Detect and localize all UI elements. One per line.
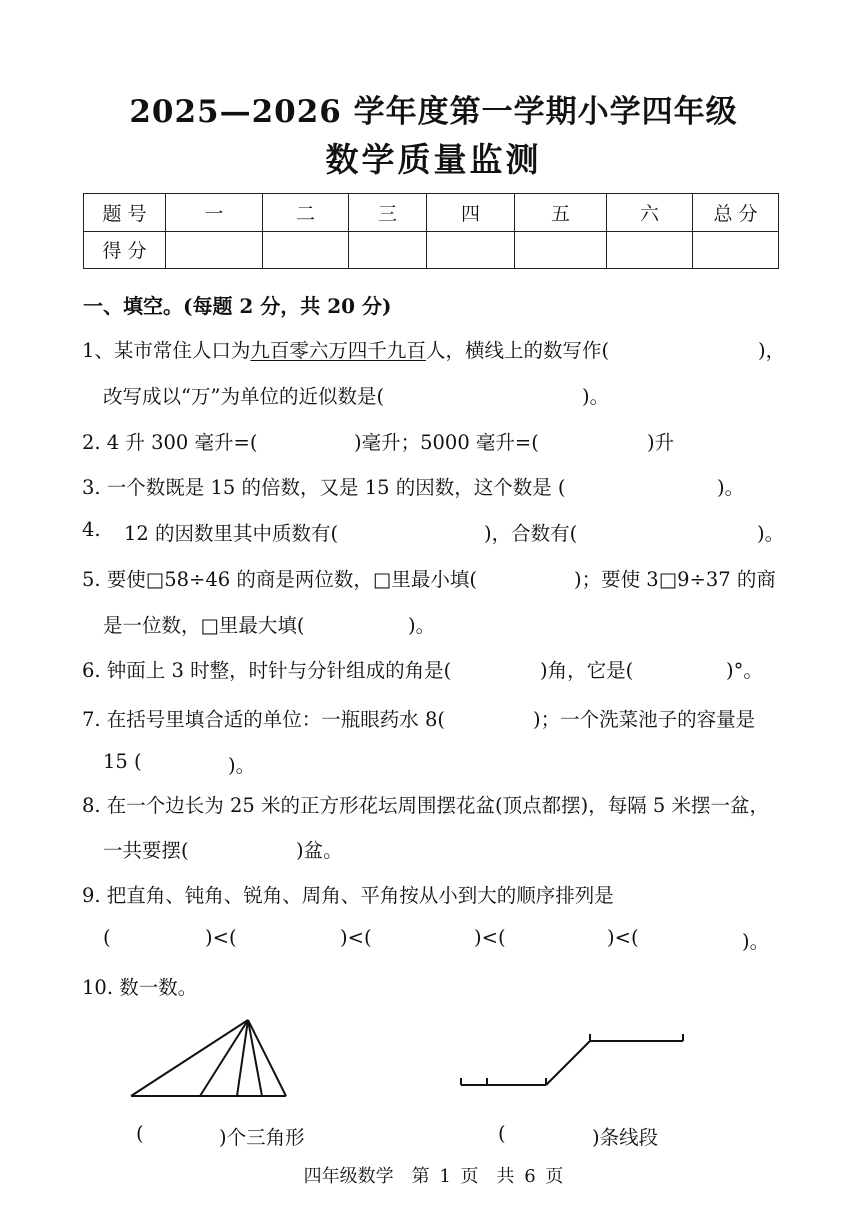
q7-part-a: 7. 在括号里填合适的单位：一瓶眼药水 8( — [82, 708, 446, 731]
triangle-left-side — [131, 1020, 248, 1096]
table-cell: 四 — [427, 194, 515, 232]
triangle-figure — [131, 1020, 286, 1096]
q5-part-a: 5. 要使□58÷46 的商是两位数，□里最小填( — [82, 568, 477, 591]
table-cell: 得 分 — [84, 231, 166, 269]
q10-label: 10. 数一数。 — [82, 976, 198, 999]
section-heading: 一、填空。(每题 2 分，共 20 分) — [83, 294, 392, 318]
q9-separator: )<( — [340, 926, 372, 949]
q1-line2-start: 改写成以“万”为单位的近似数是( — [103, 385, 385, 408]
q1-underlined-number: 九百零六万四千九百 — [250, 339, 426, 362]
q2-part-c: )升 — [647, 431, 675, 454]
triangle-inner-line — [200, 1020, 248, 1096]
q1-suffix: 人，横线上的数写作( — [425, 339, 610, 362]
q6-part-b: )角，它是( — [540, 659, 634, 682]
q10-right-caption-open: ( — [498, 1122, 506, 1145]
segment-slant — [546, 1041, 590, 1085]
q2-part-a: 2. 4 升 300 毫升=( — [82, 431, 258, 454]
table-cell: 总 分 — [693, 194, 779, 232]
table-cell: 二 — [263, 194, 349, 232]
q8-line2-a: 一共要摆( — [103, 839, 189, 862]
q2-part-b: )毫升；5000 毫升=( — [354, 431, 539, 454]
q5-line2-a: 是一位数，□里最大填( — [103, 614, 305, 637]
q1-prefix: 1、某市常住人口为 — [82, 339, 251, 362]
q7-line2-b: )。 — [228, 754, 256, 777]
q9-separator: )<( — [205, 926, 237, 949]
q4-part-c: )。 — [757, 522, 785, 545]
q6-part-c: )°。 — [726, 659, 763, 682]
q10-left-caption-open: ( — [136, 1122, 144, 1145]
q3-part-a: 3. 一个数既是 15 的倍数，又是 15 的因数，这个数是 ( — [82, 476, 566, 499]
triangle-inner-line — [248, 1020, 262, 1096]
triangle-inner-line — [237, 1020, 248, 1096]
q9-paren-close: )。 — [742, 930, 770, 953]
q9-separator: )<( — [474, 926, 506, 949]
q4-part-a: 12 的因数里其中质数有( — [124, 522, 339, 545]
q5-part-b: )；要使 3□9÷37 的商 — [574, 568, 776, 591]
title-line2: 数学质量监测 — [325, 140, 542, 179]
q9-line1: 9. 把直角、钝角、锐角、周角、平角按从小到大的顺序排列是 — [82, 884, 614, 907]
q8-line1: 8. 在一个边长为 25 米的正方形花坛周围摆花盆(顶点都摆)，每隔 5 米摆一盆， — [82, 794, 770, 817]
q5-line2-b: )。 — [408, 614, 436, 637]
q4-number: 4. — [82, 518, 101, 541]
q1-end: )， — [758, 339, 786, 362]
q7-part-b: )；一个洗菜池子的容量是 — [533, 708, 756, 731]
q7-line2-a: 15 ( — [103, 750, 142, 773]
q10-left-caption: )个三角形 — [219, 1126, 305, 1149]
q4-part-b: )，合数有( — [484, 522, 578, 545]
table-cell: 一 — [166, 194, 263, 232]
q9-paren-open: ( — [103, 926, 111, 949]
q9-separator: )<( — [607, 926, 639, 949]
q3-part-b: )。 — [717, 476, 745, 499]
q8-line2-b: )盆。 — [296, 839, 343, 862]
table-cell: 五 — [515, 194, 607, 232]
triangle-right-side — [248, 1020, 286, 1096]
page-footer: 四年级数学 第 1 页 共 6 页 — [303, 1166, 564, 1187]
line-segment-figure — [461, 1034, 683, 1085]
title-line1: 2025—2026 学年度第一学期小学四年级 — [129, 94, 738, 130]
table-cell: 六 — [607, 194, 693, 232]
table-cell: 三 — [349, 194, 427, 232]
q1-line2-end: )。 — [582, 385, 610, 408]
q6-part-a: 6. 钟面上 3 时整，时针与分针组成的角是( — [82, 659, 452, 682]
q10-right-caption: )条线段 — [592, 1126, 659, 1149]
table-cell: 题 号 — [84, 194, 166, 232]
